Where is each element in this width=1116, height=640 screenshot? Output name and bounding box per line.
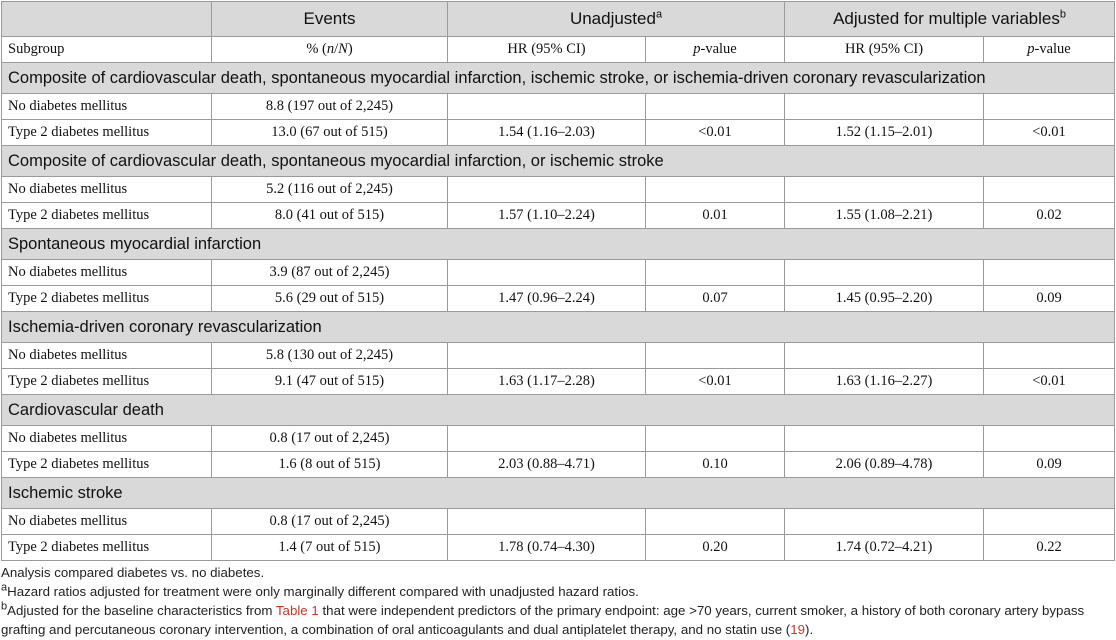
- cell-p-unadjusted: <0.01: [646, 369, 785, 395]
- cell-hr-adjusted: [785, 426, 984, 452]
- subheader-percent: [212, 37, 448, 63]
- cell-hr-unadjusted: 2.03 (0.88–4.71): [448, 452, 646, 478]
- cell-subgroup: Type 2 diabetes mellitus: [2, 203, 212, 229]
- cell-p-unadjusted: [646, 343, 785, 369]
- cell-events: 5.2 (116 out of 2,245): [212, 177, 448, 203]
- cell-events: 13.0 (67 out of 515): [212, 120, 448, 146]
- cell-events: 5.8 (130 out of 2,245): [212, 343, 448, 369]
- header-unadjusted-label: Unadjusted: [569, 9, 656, 28]
- cell-hr-unadjusted: [448, 260, 646, 286]
- subheader-percent-N: N: [338, 41, 348, 57]
- footnote-a: [1, 582, 1113, 601]
- cell-hr-unadjusted: [448, 177, 646, 203]
- cell-subgroup: No diabetes mellitus: [2, 260, 212, 286]
- section-title: Ischemic stroke: [2, 478, 1115, 509]
- cell-subgroup: Type 2 diabetes mellitus: [2, 452, 212, 478]
- cell-p-adjusted: 0.09: [984, 452, 1115, 478]
- results-table: [1, 1, 1115, 561]
- footnotes: [1, 563, 1113, 639]
- header-empty-cell: [2, 2, 212, 37]
- cell-p-unadjusted: 0.07: [646, 286, 785, 312]
- subheader-p-suffix: -value: [700, 41, 737, 57]
- section-header-row: [2, 229, 1115, 260]
- cell-hr-unadjusted: 1.57 (1.10–2.24): [448, 203, 646, 229]
- subheader-percent-prefix: % (: [306, 41, 327, 57]
- subheader-row: [2, 37, 1115, 63]
- table-body: [2, 63, 1115, 561]
- table-row: [2, 286, 1115, 312]
- subheader-percent-suffix: ): [347, 41, 353, 57]
- header-row: [2, 2, 1115, 37]
- footnote-a-sup: a: [1, 581, 8, 594]
- cell-p-adjusted: [984, 509, 1115, 535]
- cell-hr-adjusted: [785, 343, 984, 369]
- footnote-b: [1, 601, 1113, 639]
- cell-p-unadjusted: <0.01: [646, 120, 785, 146]
- cell-hr-adjusted: 1.45 (0.95–2.20): [785, 286, 984, 312]
- table-row: [2, 260, 1115, 286]
- footnote-b-sup: b: [1, 600, 8, 613]
- table-row: [2, 94, 1115, 120]
- cell-subgroup: Type 2 diabetes mellitus: [2, 120, 212, 146]
- cell-p-unadjusted: [646, 94, 785, 120]
- cell-events: 0.8 (17 out of 2,245): [212, 509, 448, 535]
- cell-hr-unadjusted: [448, 426, 646, 452]
- subheader-p-letter: p: [693, 41, 701, 57]
- section-title: Composite of cardiovascular death, spontaneous myocardial infarction, or ischemic stroke: [2, 146, 1115, 177]
- cell-p-unadjusted: [646, 177, 785, 203]
- cell-p-adjusted: [984, 343, 1115, 369]
- header-unadjusted: [448, 2, 785, 37]
- footnote-b-text-post: ).: [805, 622, 814, 637]
- cell-p-adjusted: [984, 426, 1115, 452]
- cell-hr-adjusted: 1.74 (0.72–4.21): [785, 535, 984, 561]
- cell-events: 9.1 (47 out of 515): [212, 369, 448, 395]
- table-row: [2, 535, 1115, 561]
- footnote-b-text-pre: Adjusted for the baseline characteristics from: [7, 603, 276, 618]
- cell-p-unadjusted: 0.20: [646, 535, 785, 561]
- table-row: [2, 509, 1115, 535]
- cell-subgroup: Type 2 diabetes mellitus: [2, 535, 212, 561]
- cell-subgroup: No diabetes mellitus: [2, 509, 212, 535]
- cell-subgroup: No diabetes mellitus: [2, 426, 212, 452]
- section-header-row: [2, 395, 1115, 426]
- footnote-analysis: Analysis compared diabetes vs. no diabetes.: [1, 565, 265, 580]
- subheader-p-letter-adj: p: [1027, 41, 1035, 57]
- footnote-b-text-mid: that were independent predictors of the primary endpoint: age >70 years, current smoker, a history of both coronary artery bypass grafting and percutaneous coronary intervention, a combination of oral anticoagulants and dual antiplatelet therapy, and no statin use (: [1, 603, 1085, 637]
- subheader-p-unadjusted: [646, 37, 785, 63]
- cell-hr-unadjusted: [448, 94, 646, 120]
- cell-p-unadjusted: [646, 509, 785, 535]
- section-title: Ischemia-driven coronary revascularization: [2, 312, 1115, 343]
- cell-hr-unadjusted: 1.78 (0.74–4.30): [448, 535, 646, 561]
- cell-hr-adjusted: 1.63 (1.16–2.27): [785, 369, 984, 395]
- cell-hr-unadjusted: 1.54 (1.16–2.03): [448, 120, 646, 146]
- footnote-b-marker: b: [1059, 8, 1066, 21]
- subheader-percent-slash: /: [334, 41, 339, 57]
- cell-p-adjusted: [984, 260, 1115, 286]
- cell-p-adjusted: [984, 94, 1115, 120]
- section-header-row: [2, 478, 1115, 509]
- reference-19-link[interactable]: 19: [790, 622, 806, 637]
- cell-p-unadjusted: 0.10: [646, 452, 785, 478]
- table-row: [2, 426, 1115, 452]
- cell-hr-adjusted: [785, 260, 984, 286]
- cell-hr-unadjusted: [448, 509, 646, 535]
- cell-hr-unadjusted: 1.63 (1.17–2.28): [448, 369, 646, 395]
- section-header-row: [2, 312, 1115, 343]
- cell-p-adjusted: [984, 177, 1115, 203]
- cell-p-unadjusted: [646, 260, 785, 286]
- header-adjusted: [785, 2, 1115, 37]
- cell-hr-adjusted: 2.06 (0.89–4.78): [785, 452, 984, 478]
- cell-p-unadjusted: 0.01: [646, 203, 785, 229]
- table-row: [2, 452, 1115, 478]
- cell-events: 0.8 (17 out of 2,245): [212, 426, 448, 452]
- table-row: [2, 177, 1115, 203]
- cell-p-adjusted: <0.01: [984, 369, 1115, 395]
- subheader-subgroup: Subgroup: [2, 37, 212, 63]
- section-header-row: [2, 63, 1115, 94]
- cell-hr-unadjusted: 1.47 (0.96–2.24): [448, 286, 646, 312]
- cell-events: 3.9 (87 out of 2,245): [212, 260, 448, 286]
- cell-hr-adjusted: 1.55 (1.08–2.21): [785, 203, 984, 229]
- cell-subgroup: No diabetes mellitus: [2, 94, 212, 120]
- cell-subgroup: Type 2 diabetes mellitus: [2, 286, 212, 312]
- section-title: Cardiovascular death: [2, 395, 1115, 426]
- cell-hr-adjusted: [785, 177, 984, 203]
- cell-events: 8.8 (197 out of 2,245): [212, 94, 448, 120]
- footnote-a-marker: a: [655, 8, 663, 21]
- section-header-row: [2, 146, 1115, 177]
- subheader-p-adjusted: [984, 37, 1115, 63]
- subheader-percent-n: n: [326, 41, 335, 57]
- cell-hr-adjusted: [785, 94, 984, 120]
- cell-events: 5.6 (29 out of 515): [212, 286, 448, 312]
- section-title: Composite of cardiovascular death, spontaneous myocardial infarction, ischemic stroke, or ischemia-driven coronary revascularization: [2, 63, 1115, 94]
- cell-subgroup: No diabetes mellitus: [2, 343, 212, 369]
- cell-p-adjusted: 0.09: [984, 286, 1115, 312]
- header-events: Events: [212, 2, 448, 37]
- header-adjusted-label: Adjusted for multiple variables: [833, 9, 1060, 28]
- table-row: [2, 120, 1115, 146]
- cell-events: 8.0 (41 out of 515): [212, 203, 448, 229]
- cell-events: 1.4 (7 out of 515): [212, 535, 448, 561]
- table-row: [2, 343, 1115, 369]
- cell-p-adjusted: <0.01: [984, 120, 1115, 146]
- table-1-link[interactable]: Table 1: [275, 603, 319, 618]
- cell-subgroup: No diabetes mellitus: [2, 177, 212, 203]
- table-row: [2, 203, 1115, 229]
- footnote-a-text: Hazard ratios adjusted for treatment were only marginally different compared with unadjusted hazard ratios.: [7, 584, 639, 599]
- table-row: [2, 369, 1115, 395]
- section-title: Spontaneous myocardial infarction: [2, 229, 1115, 260]
- cell-hr-unadjusted: [448, 343, 646, 369]
- cell-events: 1.6 (8 out of 515): [212, 452, 448, 478]
- cell-hr-adjusted: 1.52 (1.15–2.01): [785, 120, 984, 146]
- cell-hr-adjusted: [785, 509, 984, 535]
- subheader-hr-unadjusted: HR (95% CI): [448, 37, 646, 63]
- cell-p-adjusted: 0.02: [984, 203, 1115, 229]
- subheader-hr-adjusted: HR (95% CI): [785, 37, 984, 63]
- cell-p-adjusted: 0.22: [984, 535, 1115, 561]
- results-table-container: [1, 1, 1114, 561]
- subheader-p-suffix-adj: -value: [1034, 41, 1071, 57]
- cell-p-unadjusted: [646, 426, 785, 452]
- cell-subgroup: Type 2 diabetes mellitus: [2, 369, 212, 395]
